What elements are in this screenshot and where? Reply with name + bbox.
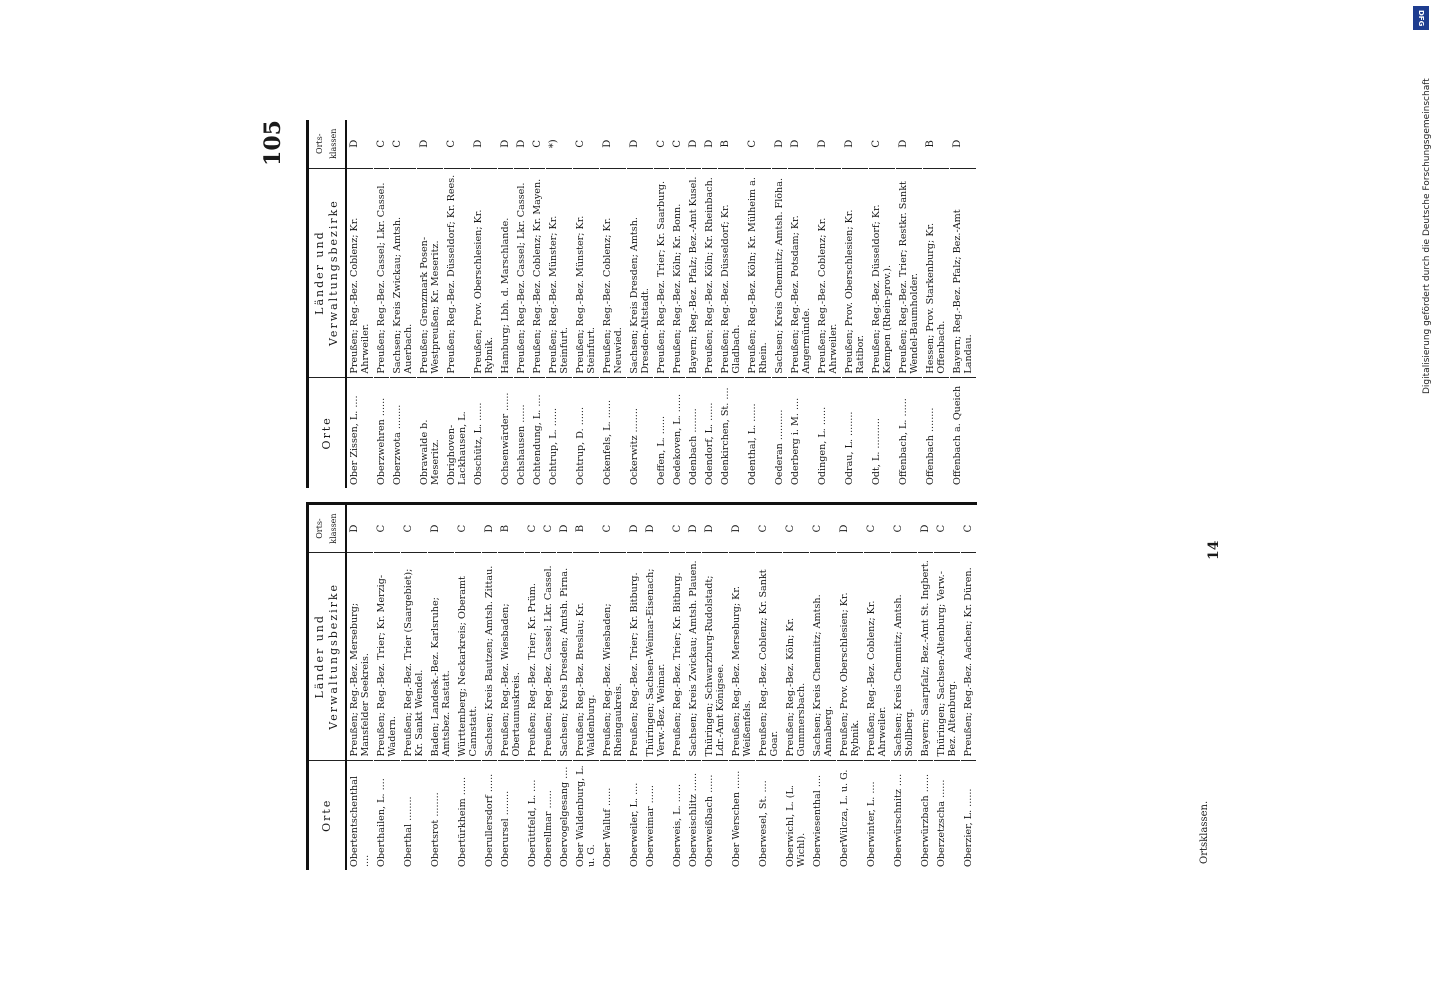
page-header: [250, 100, 306, 900]
table-row: [923, 120, 950, 488]
table-row: [498, 120, 514, 488]
place-cell: Odenthal, L. ......: [747, 403, 758, 485]
district-cell: Thüringen; Sachsen-Altenburg; Verw.-Bez. Altenburg.: [934, 553, 961, 760]
place-cell: Oederan ..........: [774, 409, 785, 485]
class-cell: D: [346, 120, 374, 168]
digitization-credit: [1412, 4, 1432, 404]
table-row: [643, 504, 670, 871]
class-cell: C: [756, 504, 783, 553]
table-row: [950, 120, 977, 488]
place-cell: Ober Waldenburg, L. u. G.: [575, 765, 597, 867]
table-row: [783, 504, 810, 871]
place-cell: Odenbach ........: [688, 408, 699, 485]
class-cell: D: [788, 120, 815, 168]
district-cell: Sachsen; Kreis Bautzen; Amtsh. Zittau.: [482, 553, 498, 760]
district-cell: Preußen; Reg.-Bez. Coblenz; Kr. Ahrweiler.: [815, 168, 842, 377]
place-cell: Ochtrup, D. ......: [575, 406, 586, 485]
place-cell: Offenbach, L. ......: [898, 398, 909, 485]
signature-mark: 14: [1206, 540, 1222, 560]
district-cell: Preußen; Reg.-Bez. Düsseldorf; Kr. Gladbach.: [718, 168, 745, 377]
district-cell: Preußen; Reg.-Bez. Cassel; Lkr. Cassel.: [541, 553, 557, 760]
place-cell: Obrighoven-Lackhausen, L.: [446, 411, 468, 485]
class-cell: C: [810, 504, 837, 553]
class-cell: B: [923, 120, 950, 168]
district-cell: Preußen; Reg.-Bez. Coblenz; Kr. Sankt Goar.: [756, 553, 783, 760]
class-cell: C: [600, 504, 627, 553]
class-cell: D: [842, 120, 869, 168]
district-cell: Preußen; Reg.-Bez. Potsdam; Kr. Angermünde.: [788, 168, 815, 377]
table-row: [573, 504, 600, 871]
place-cell: Oderberg i. M. ....: [790, 397, 801, 485]
table-row: [729, 504, 756, 871]
class-cell: B: [498, 504, 525, 553]
class-cell: D: [346, 504, 374, 553]
table-row: [455, 504, 482, 871]
class-cell: D: [417, 120, 444, 168]
table-row: [745, 120, 772, 488]
class-cell: C: [541, 504, 557, 553]
class-cell: *): [546, 120, 573, 168]
table-row: [428, 504, 455, 871]
district-cell: Preußen; Reg.-Bez. Merseburg; Mansfelder Seekreis.: [346, 553, 374, 760]
document-page: [250, 100, 1250, 900]
table-row: [541, 504, 557, 871]
district-cell: Preußen; Prov. Oberschlesien; Kr. Rybnik.: [837, 553, 864, 760]
district-cell: Preußen; Reg.-Bez. Wiesbaden; Obertaunuskreis.: [498, 553, 525, 760]
class-cell: C: [745, 120, 772, 168]
table-row: [374, 504, 401, 871]
district-cell: Preußen; Prov. Oberschlesien; Kr. Ratibor.: [842, 168, 869, 377]
table-row: [346, 120, 374, 488]
place-cell: Oberellmar ......: [543, 790, 554, 867]
place-cell: Ockenfels, L. ......: [602, 400, 613, 485]
place-cell: Odingen, L. ......: [817, 406, 828, 485]
district-cell: Preußen; Reg.-Bez. Coblenz; Kr. Ahrweiler.: [346, 168, 374, 377]
class-cell: C: [783, 504, 810, 553]
district-cell: Preußen; Reg.-Bez. Münster; Kr. Steinfurt.: [546, 168, 573, 377]
class-cell: D: [627, 120, 654, 168]
district-cell: Preußen; Grenzmark Posen-Westpreußen; Kr. Meseritz.: [417, 168, 444, 377]
class-cell: C: [573, 120, 600, 168]
place-cell: Odrau, L. ........: [844, 411, 855, 485]
place-cell: Oberzwehren ......: [376, 397, 387, 485]
place-cell: Oberüttfeld, L. ....: [527, 779, 538, 867]
table-row: [600, 120, 627, 488]
class-cell: D: [729, 504, 756, 553]
district-cell: Preußen; Reg.-Bez. Coblenz; Kr. Ahrweiler.: [864, 553, 891, 760]
place-cell: Ochshausen ......: [516, 404, 527, 485]
district-cell: Preußen; Reg.-Bez. Aachen; Kr. Düren.: [961, 553, 977, 760]
district-cell: Württemberg; Neckarkreis; Oberamt Cannstatt.: [455, 553, 482, 760]
district-cell: Preußen; Reg.-Bez. Münster; Kr. Steinfurt.: [573, 168, 600, 377]
table-row: [557, 504, 573, 871]
right-table-body: [346, 120, 977, 488]
district-cell: Preußen; Reg.-Bez. Köln; Kr. Gummersbach.: [783, 553, 810, 760]
table-row: [482, 504, 498, 871]
district-cell: Preußen; Reg.-Bez. Trier; Restkr. Sankt Wendel-Baumholder.: [896, 168, 923, 377]
place-cell: Oberzetzscha ......: [936, 779, 947, 867]
class-cell: D: [702, 504, 729, 553]
class-cell: D: [514, 120, 530, 168]
table-row: [815, 120, 842, 488]
district-cell: Preußen; Reg.-Bez. Düsseldorf; Kr. Kempen (Rhein-prov.).: [869, 168, 896, 377]
place-cell: Obrawalde b. Meseritz.: [419, 419, 441, 485]
table-header-row: [308, 504, 347, 871]
table-row: [417, 120, 444, 488]
page-number: 105: [260, 120, 286, 166]
district-cell: Sachsen; Kreis Chemnitz; Amtsh. Stollberg.: [891, 553, 918, 760]
district-cell: Preußen; Reg.-Bez. Merseburg; Kr. Weißenfels.: [729, 553, 756, 760]
class-cell: C: [654, 120, 670, 168]
class-cell: D: [702, 120, 718, 168]
class-cell: D: [627, 504, 643, 553]
table-row: [842, 120, 869, 488]
district-cell: Sachsen; Kreis Chemnitz; Amtsh. Annaberg.: [810, 553, 837, 760]
district-cell: Hamburg; Lbh. d. Marschlande.: [498, 168, 514, 377]
table-row: [573, 120, 600, 488]
class-cell: B: [573, 504, 600, 553]
place-cell: Oberweis, L. ......: [672, 783, 683, 867]
place-cell: Oberzwota ........: [392, 404, 403, 485]
place-cell: Oberwinter, L. ....: [866, 781, 877, 867]
class-cell: D: [482, 504, 498, 553]
class-cell: C: [869, 120, 896, 168]
place-cell: Oberullersdorf ......: [484, 773, 495, 867]
class-cell: C: [401, 504, 428, 553]
place-cell: Obertentschenthal ....: [349, 776, 371, 867]
district-cell: Bayern; Reg.-Bez. Pfalz; Bez.-Amt Landau.: [950, 168, 977, 377]
place-cell: Obschütz, L. ......: [473, 402, 484, 485]
class-cell: D: [643, 504, 670, 553]
place-cell: Obervogelgesang ....: [559, 766, 570, 867]
district-cell: Preußen; Reg.-Bez. Wiesbaden; Rheingaukreis.: [600, 553, 627, 760]
place-cell: Oberursel ........: [500, 790, 511, 867]
table-row: [864, 504, 891, 871]
table-row: [346, 504, 374, 871]
district-cell: Preußen; Reg.-Bez. Cassel; Lkr. Cassel.: [374, 168, 390, 377]
place-cell: Ober Zissen, L. ....: [349, 395, 360, 485]
district-cell: Preußen; Reg.-Bez. Trier; Kr. Prüm.: [525, 553, 541, 760]
table-row: [374, 120, 390, 488]
table-row: [718, 120, 745, 488]
district-cell: Preußen; Reg.-Bez. Trier; Kr. Saarburg.: [654, 168, 670, 377]
district-cell: Preußen; Reg.-Bez. Trier; Kr. Bitburg.: [627, 553, 643, 760]
place-cell: Ochsenwärder ......: [500, 392, 511, 485]
place-cell: Oberwürzbach ......: [920, 773, 931, 867]
left-table-body: [346, 504, 977, 871]
place-cell: Oberwiesenthal ....: [812, 774, 823, 867]
class-cell: D: [815, 120, 842, 168]
table-row: [896, 120, 923, 488]
class-cell: C: [390, 120, 417, 168]
class-cell: C: [444, 120, 471, 168]
table-row: [686, 504, 702, 871]
district-cell: Preußen; Reg.-Bez. Breslau; Kr. Waldenburg.: [573, 553, 600, 760]
class-cell: C: [891, 504, 918, 553]
table-row: [891, 504, 918, 871]
table-row: [756, 504, 783, 871]
class-cell: D: [428, 504, 455, 553]
class-cell: C: [374, 504, 401, 553]
table-row: [401, 504, 428, 871]
district-cell: Preußen; Reg.-Bez. Trier (Saargebiet); Kr. Sankt Wendel.: [401, 553, 428, 760]
district-cell: Bayern; Saarpfalz; Bez.-Amt St. Ingbert.: [918, 553, 934, 760]
place-cell: Oberthal ........: [403, 796, 414, 867]
class-cell: C: [530, 120, 546, 168]
dfg-logo: DFG: [1413, 6, 1429, 30]
header-class: Orts- klassen: [308, 120, 347, 168]
district-cell: Preußen; Reg.-Bez. Trier; Kr. Merzig-Wadern.: [374, 553, 401, 760]
class-cell: D: [896, 120, 923, 168]
table-row: [788, 120, 815, 488]
table-row: [471, 120, 498, 488]
table-row: [627, 120, 654, 488]
place-cell: Oberwesel, St. ....: [758, 780, 769, 867]
district-cell: Hessen; Prov. Starkenburg; Kr. Offenbach.: [923, 168, 950, 377]
district-cell: Preußen; Reg.-Bez. Trier; Kr. Bitburg.: [670, 553, 686, 760]
place-cell: Oberweiler, L. ....: [629, 782, 640, 867]
place-cell: Ochtrup, L. ......: [548, 407, 559, 485]
place-cell: Oberweißbach ......: [704, 774, 715, 867]
table-row: [444, 120, 471, 488]
left-column: [306, 502, 1166, 870]
class-cell: D: [498, 120, 514, 168]
place-cell: Odt, L. ..........: [871, 418, 882, 485]
place-cell: Oeffen, L. ......: [656, 415, 667, 485]
place-cell: Ober Werschen ......: [731, 770, 742, 867]
class-cell: B: [718, 120, 745, 168]
header-place: Orte: [308, 377, 347, 488]
table-row: [600, 504, 627, 871]
place-cell: Odenkirchen, St. ....: [720, 387, 731, 485]
district-cell: Thüringen; Sachsen-Weimar-Eisenach; Verw.-Bez. Weimar.: [643, 553, 670, 760]
district-cell: Sachsen; Kreis Dresden; Amtsh. Pirna.: [557, 553, 573, 760]
table-row: [530, 120, 546, 488]
district-cell: Bayern; Reg.-Bez. Pfalz; Bez.-Amt Kusel.: [686, 168, 702, 377]
table-row: [670, 504, 686, 871]
class-cell: D: [557, 504, 573, 553]
class-cell: D: [950, 120, 977, 168]
class-cell: C: [961, 504, 977, 553]
place-cell: Ochtendung, L. ....: [532, 394, 543, 485]
district-cell: Preußen; Reg.-Bez. Düsseldorf; Kr. Rees.: [444, 168, 471, 377]
place-cell: Ockerwitz ........: [629, 408, 640, 485]
place-cell: Oberwichl, L. (L. Wichl).: [785, 785, 807, 867]
district-cell: Preußen; Reg.-Bez. Köln; Kr. Rheinbach.: [702, 168, 718, 377]
class-cell: C: [525, 504, 541, 553]
table-row: [702, 120, 718, 488]
district-cell: Preußen; Reg.-Bez. Cassel; Lkr. Cassel.: [514, 168, 530, 377]
class-cell: D: [686, 504, 702, 553]
right-register-table: [306, 120, 977, 488]
table-row: [918, 504, 934, 871]
place-cell: Obertürkheim ......: [457, 776, 468, 867]
class-cell: D: [772, 120, 788, 168]
header-district: Länder und Verwaltungsbezirke: [308, 168, 347, 377]
table-row: [772, 120, 788, 488]
place-cell: Oberthailen, L. ....: [376, 778, 387, 867]
district-cell: Sachsen; Kreis Zwickau; Amtsh. Plauen.: [686, 553, 702, 760]
class-cell: C: [670, 120, 686, 168]
table-row: [869, 120, 896, 488]
class-cell: C: [374, 120, 390, 168]
place-cell: Offenbach a. Queich: [952, 385, 963, 485]
table-row: [702, 504, 729, 871]
credit-text: Digitalisierung gefördert durch die Deutsche Forschungsgemeinschaft: [1422, 78, 1432, 394]
footnote: Ortsklassen.: [1199, 800, 1210, 864]
district-cell: Sachsen; Kreis Chemnitz; Amtsh. Flöha.: [772, 168, 788, 377]
place-cell: Oberwürschnitz ....: [893, 773, 904, 867]
class-cell: D: [837, 504, 864, 553]
place-cell: Oberzier, L. ......: [963, 788, 974, 867]
district-cell: Sachsen; Kreis Zwickau; Amtsh. Auerbach.: [390, 168, 417, 377]
register-columns: [306, 120, 1166, 870]
table-row: [670, 120, 686, 488]
table-row: [546, 120, 573, 488]
header-district: Länder und Verwaltungsbezirke: [308, 553, 347, 760]
district-cell: Preußen; Reg.-Bez. Coblenz; Kr. Mayen.: [530, 168, 546, 377]
class-cell: C: [455, 504, 482, 553]
table-header-row: [308, 120, 347, 488]
class-cell: D: [918, 504, 934, 553]
table-row: [525, 504, 541, 871]
class-cell: C: [670, 504, 686, 553]
table-row: [498, 504, 525, 871]
place-cell: Offenbach ........: [925, 407, 936, 485]
district-cell: Sachsen; Kreis Dresden; Amtsh. Dresden-Altstadt.: [627, 168, 654, 377]
table-row: [686, 120, 702, 488]
class-cell: D: [471, 120, 498, 168]
table-row: [654, 120, 670, 488]
district-cell: Thüringen; Schwarzburg-Rudolstadt; Ldr.-Amt Königsee.: [702, 553, 729, 760]
table-row: [514, 120, 530, 488]
district-cell: Baden; Landesk.-Bez. Karlsruhe; Amtsbez. Rastatt.: [428, 553, 455, 760]
class-cell: C: [864, 504, 891, 553]
header-class: Orts- klassen: [308, 504, 347, 553]
district-cell: Preußen; Reg.-Bez. Coblenz; Kr. Neuwied.: [600, 168, 627, 377]
place-cell: Oedekoven, L. ......: [672, 393, 683, 485]
header-place: Orte: [308, 760, 347, 870]
place-cell: Oberweischlitz ......: [688, 772, 699, 867]
place-cell: Ober Walluf ......: [602, 787, 613, 867]
place-cell: Obertsrot ........: [430, 792, 441, 867]
district-cell: Preußen; Prov. Oberschlesien; Kr. Rybnik.: [471, 168, 498, 377]
left-register-table: [306, 502, 977, 870]
table-row: [934, 504, 961, 871]
place-cell: Odendorf, L. ......: [704, 402, 715, 485]
right-column: [306, 120, 1166, 488]
class-cell: D: [686, 120, 702, 168]
class-cell: D: [600, 120, 627, 168]
class-cell: C: [934, 504, 961, 553]
table-row: [627, 504, 643, 871]
table-row: [961, 504, 977, 871]
table-row: [837, 504, 864, 871]
table-row: [390, 120, 417, 488]
place-cell: Oberweimar ......: [645, 785, 656, 867]
district-cell: Preußen; Reg.-Bez. Köln; Kr. Bonn.: [670, 168, 686, 377]
district-cell: Preußen; Reg.-Bez. Köln; Kr. Mülheim a. Rhein.: [745, 168, 772, 377]
table-row: [810, 504, 837, 871]
place-cell: OberWilcza, L. u. G.: [839, 769, 850, 867]
